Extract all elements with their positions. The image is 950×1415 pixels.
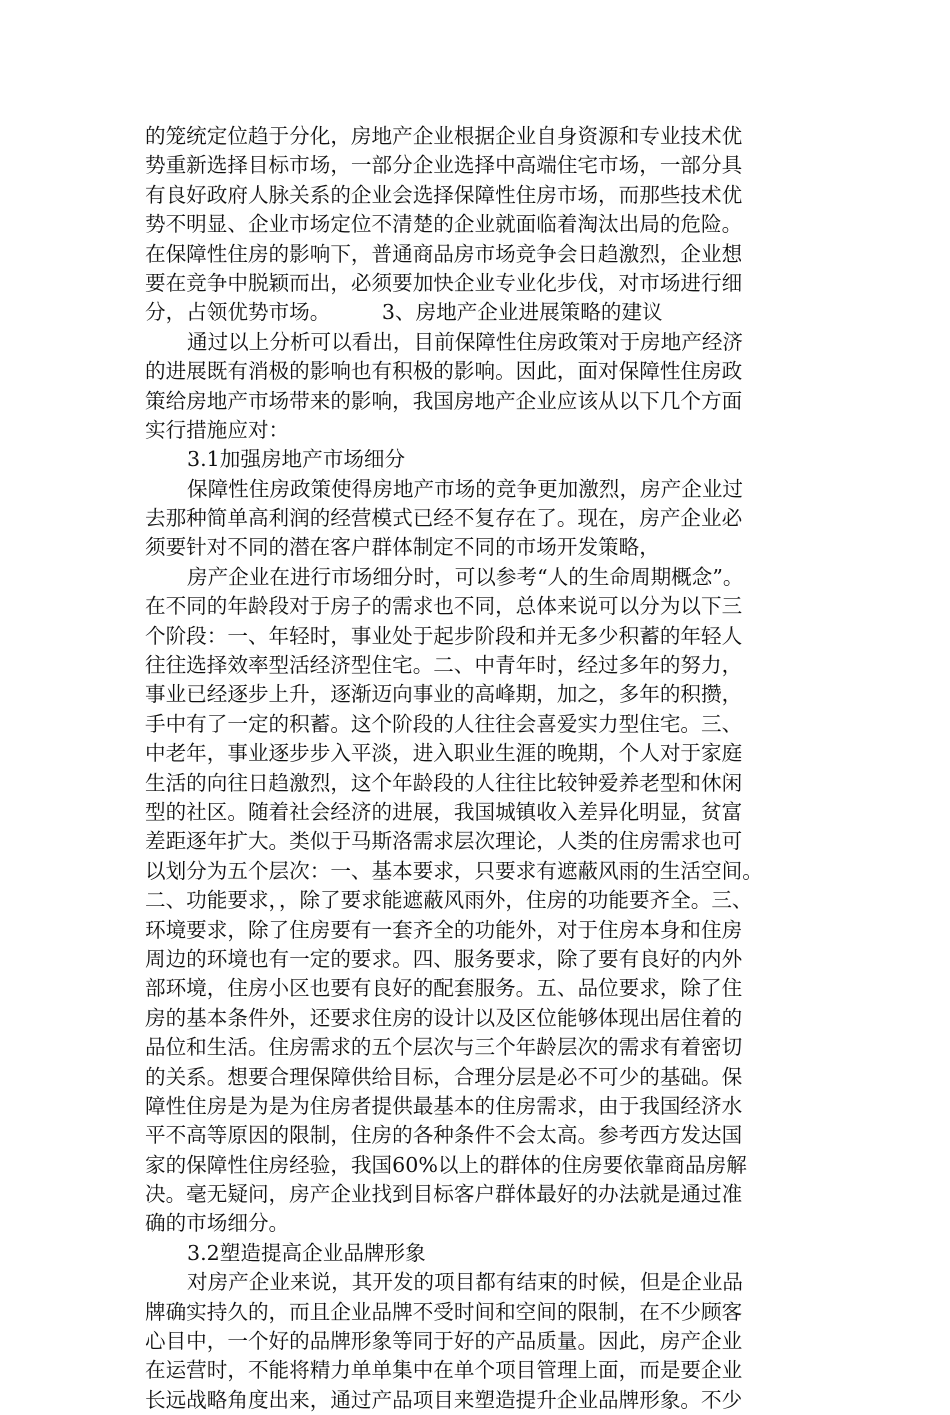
text-line: 势不明显、企业市场定位不清楚的企业就面临着淘汰出局的危险。 xyxy=(145,212,743,237)
text-line: 策给房地产市场带来的影响，我国房地产企业应该从以下几个方面 xyxy=(145,388,743,413)
text-line: 部环境，住房小区也要有良好的配套服务。五、品位要求，除了住 xyxy=(145,976,743,1001)
text-line: 对房产企业来说，其开发的项目都有结束的时候，但是企业品 xyxy=(187,1270,744,1295)
text-line: 型的社区。随着社会经济的进展，我国城镇收入差异化明显，贫富 xyxy=(145,799,743,824)
text-line: 以划分为五个层次：一、基本要求，只要求有遮蔽风雨的生活空间。 xyxy=(145,858,763,883)
text-line: 长远战略角度出来，通过产品项目来塑造提升企业品牌形象。不少 xyxy=(145,1387,743,1412)
text-line: 差距逐年扩大。类似于马斯洛需求层次理论，人类的住房需求也可 xyxy=(145,829,743,854)
text-line: 决。毫无疑问，房产企业找到目标客户群体最好的办法就是通过准 xyxy=(145,1182,743,1207)
text-line: 事业已经逐步上升，逐渐迈向事业的高峰期，加之，多年的积攒， xyxy=(145,682,743,707)
text-line: 通过以上分析可以看出，目前保障性住房政策对于房地产经济 xyxy=(187,329,744,354)
text-line: 实行措施应对： xyxy=(145,417,290,442)
text-line: 周边的环境也有一定的要求。四、服务要求，除了要有良好的内外 xyxy=(145,946,743,971)
text-line: 障性住房是为是为住房者提供最基本的住房需求，由于我国经济水 xyxy=(145,1093,743,1118)
text-line: 品位和生活。住房需求的五个层次与三个年龄层次的需求有着密切 xyxy=(145,1035,743,1060)
text-line: 确的市场细分。 xyxy=(145,1211,290,1236)
text-line: 心目中，一个好的品牌形象等同于好的产品质量。因此，房产企业 xyxy=(145,1329,743,1354)
text-line: 房的基本条件外，还要求住房的设计以及区位能够体现出居住着的 xyxy=(145,1005,743,1030)
text-line: 手中有了一定的积蓄。这个阶段的人往往会喜爱实力型住宅。三、 xyxy=(145,711,743,736)
text-line: 在运营时，不能将精力单单集中在单个项目管理上面，而是要企业 xyxy=(145,1358,743,1383)
text-line: 生活的向往日趋激烈，这个年龄段的人往往比较钟爱养老型和休闲 xyxy=(145,770,743,795)
text-line: 的笼统定位趋于分化，房地产企业根据企业自身资源和专业技术优 xyxy=(145,124,743,148)
text-line: 3.2塑造提高企业品牌形象 xyxy=(187,1240,426,1265)
text-line: 有良好政府人脉关系的企业会选择保障性住房市场，而那些技术优 xyxy=(145,182,743,207)
text-line: 平不高等原因的限制，住房的各种条件不会太高。参考西方发达国 xyxy=(145,1123,743,1148)
text-line: 保障性住房政策使得房地产市场的竞争更加激烈，房产企业过 xyxy=(187,476,744,501)
text-line: 中老年，事业逐步步入平淡，进入职业生涯的晚期，个人对于家庭 xyxy=(145,741,743,766)
text-line: 须要针对不同的潜在客户群体制定不同的市场开发策略， xyxy=(145,535,660,560)
text-line: 要在竞争中脱颖而出，必须要加快企业专业化步伐，对市场进行细 xyxy=(145,270,743,295)
text-line: 势重新选择目标市场，一部分企业选择中高端住宅市场，一部分具 xyxy=(145,153,743,178)
text-line: 往往选择效率型活经济型住宅。二、中青年时，经过多年的努力， xyxy=(145,653,743,678)
text-line: 3.1加强房地产市场细分 xyxy=(187,447,406,472)
text-line: 个阶段：一、年轻时，事业处于起步阶段和并无多少积蓄的年轻人 xyxy=(145,623,743,648)
text-line: 在不同的年龄段对于房子的需求也不同，总体来说可以分为以下三 xyxy=(145,594,743,619)
text-line: 牌确实持久的，而且企业品牌不受时间和空间的限制，在不少顾客 xyxy=(145,1299,743,1324)
text-line: 房产企业在进行市场细分时，可以参考“人的生命周期概念”。 xyxy=(187,564,744,589)
text-line: 分，占领优势市场。 3、房地产企业进展策略的建议 xyxy=(145,300,663,325)
text-line: 在保障性住房的影响下，普通商品房市场竞争会日趋激烈，企业想 xyxy=(145,241,743,266)
text-line: 的进展既有消极的影响也有积极的影响。因此，面对保障性住房政 xyxy=(145,359,743,384)
text-line: 的关系。想要合理保障供给目标，合理分层是必不可少的基础。保 xyxy=(145,1064,743,1089)
text-line: 环境要求，除了住房要有一套齐全的功能外，对于住房本身和住房 xyxy=(145,917,743,942)
text-line: 家的保障性住房经验，我国60%以上的群体的住房要依靠商品房解 xyxy=(145,1152,747,1177)
text-line: 去那种简单高利润的经营模式已经不复存在了。现在，房产企业必 xyxy=(145,506,743,531)
document-body xyxy=(145,122,805,1415)
text-line: 二、功能要求，，除了要求能遮蔽风雨外，住房的功能要齐全。三、 xyxy=(145,888,753,913)
